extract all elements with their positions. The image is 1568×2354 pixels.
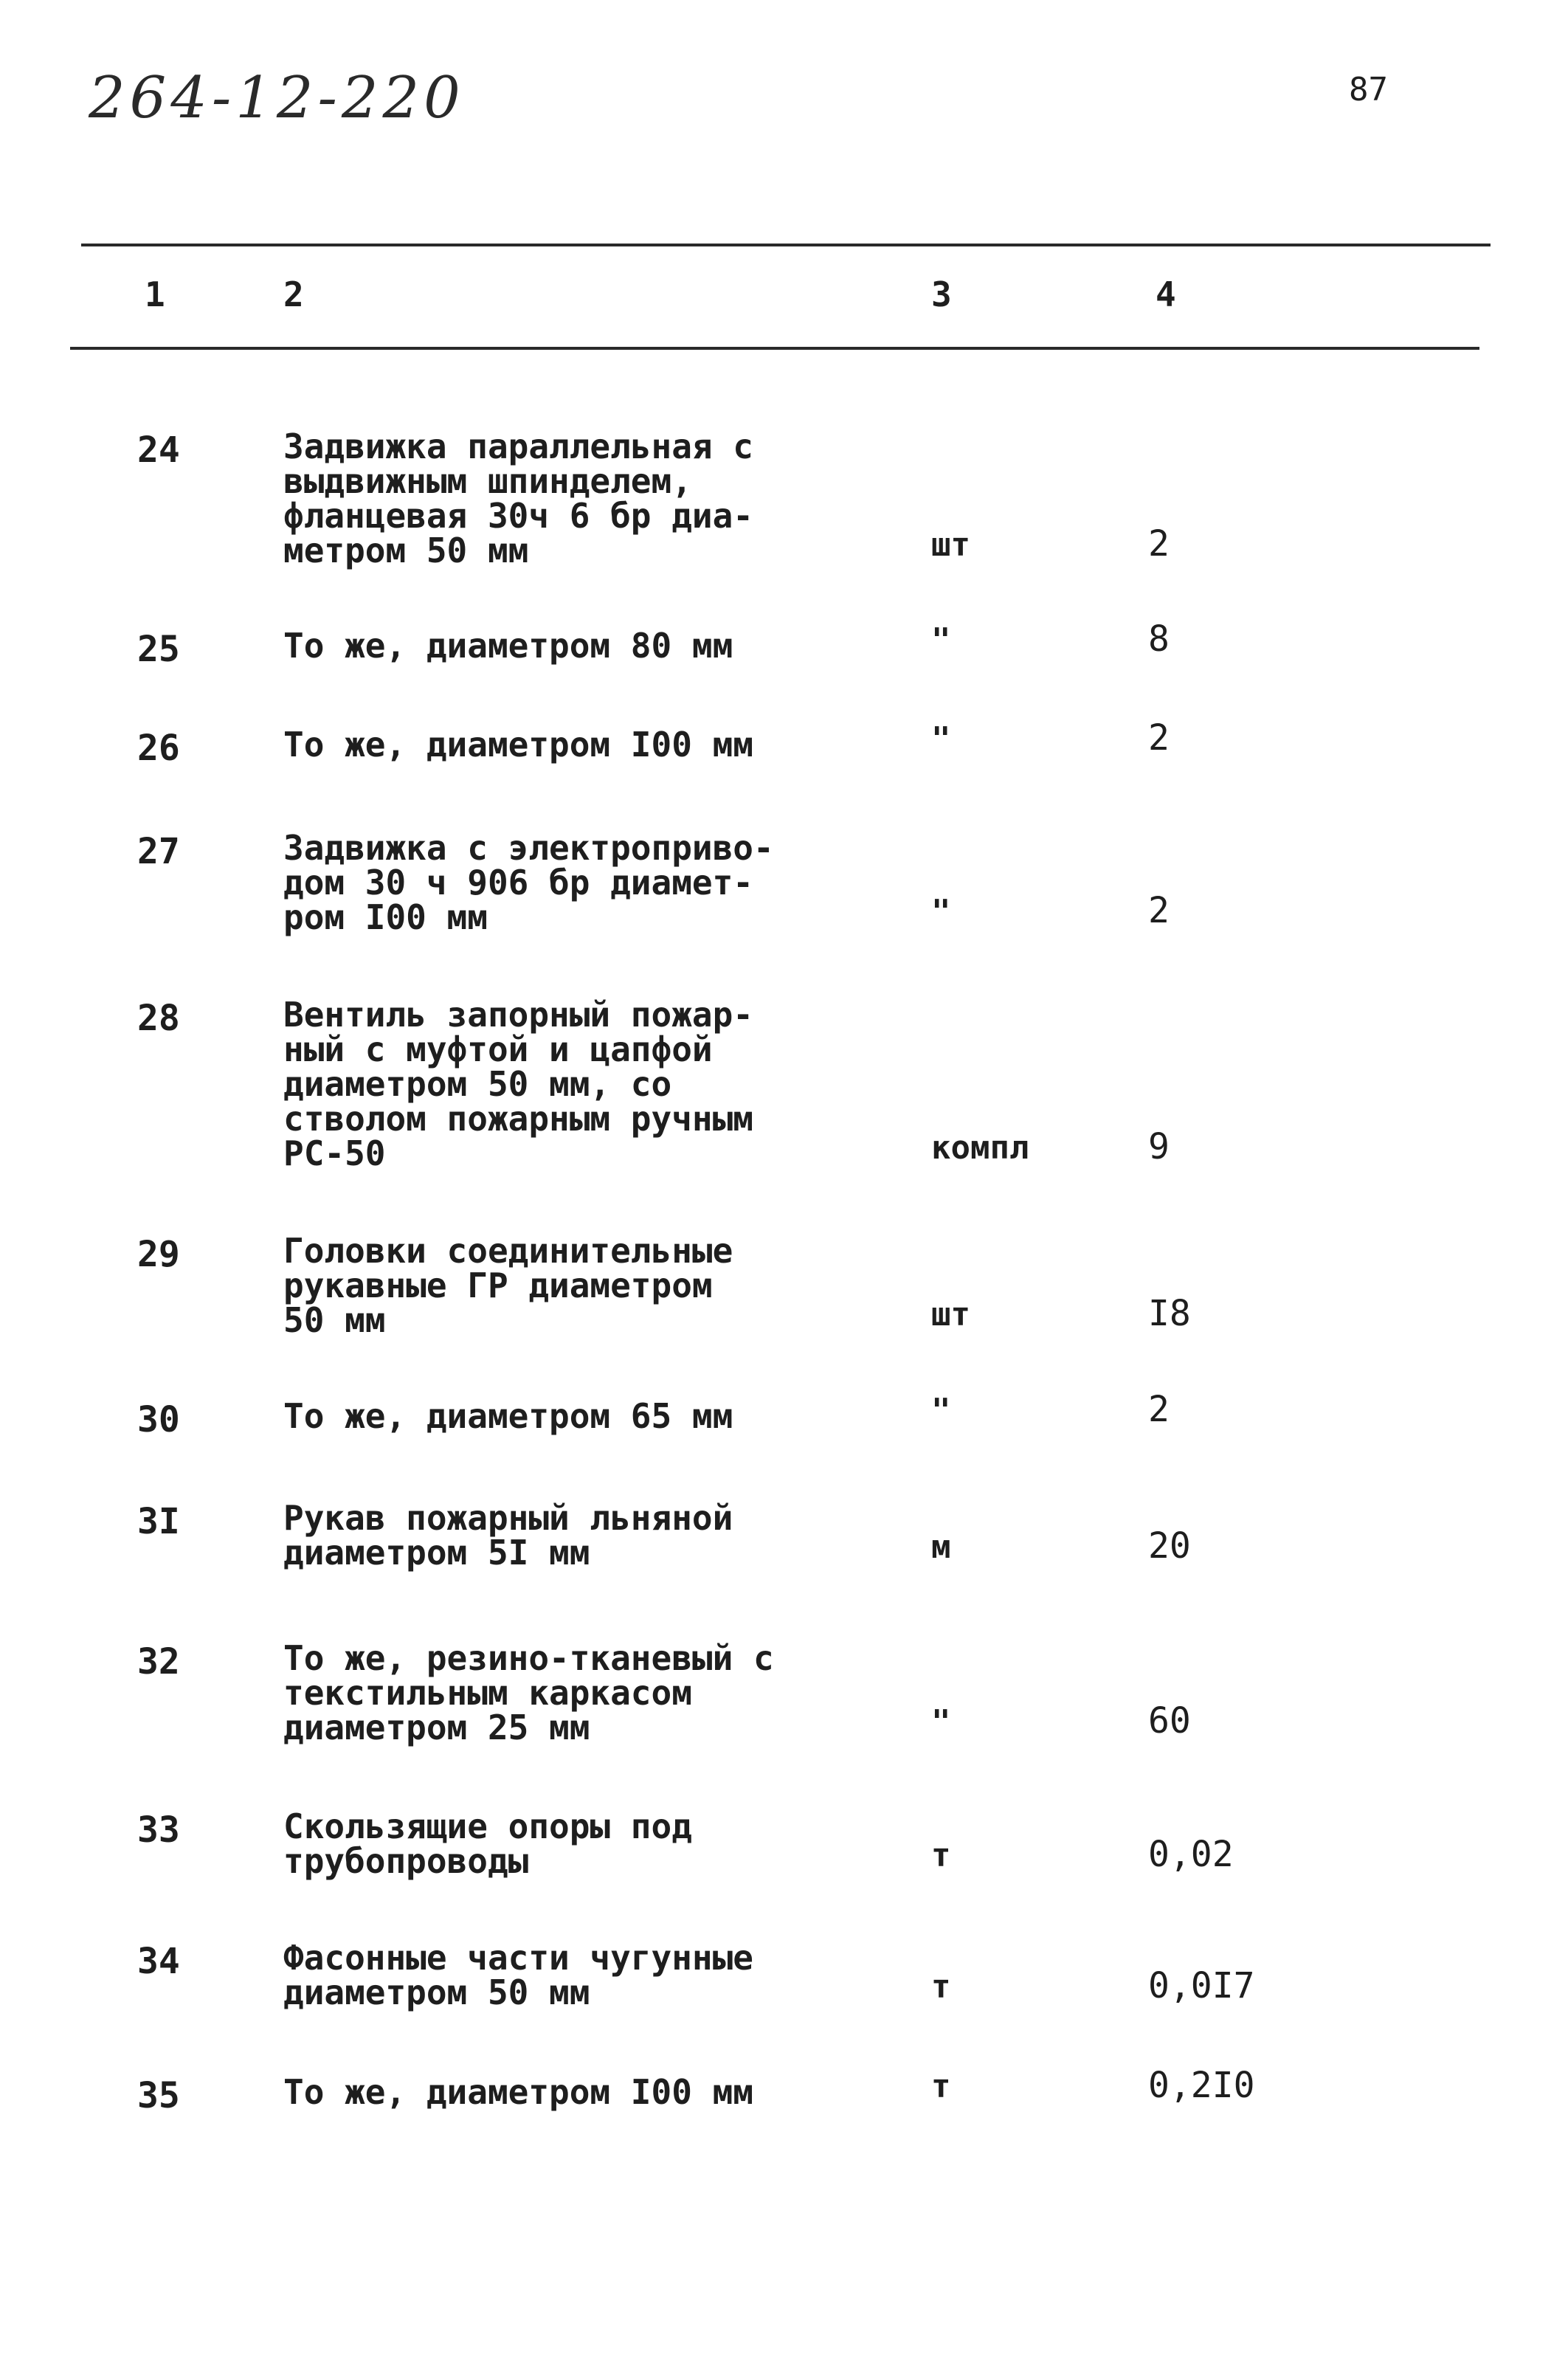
row-quantity: I8 bbox=[1148, 1293, 1191, 1334]
description-line: ный с муфтой и цапфой bbox=[283, 1029, 713, 1069]
row-description bbox=[283, 1806, 859, 1881]
row-number: 30 bbox=[137, 1399, 180, 1440]
column-header-2: 2 bbox=[283, 275, 304, 314]
row-description bbox=[283, 1638, 859, 1747]
row-unit: т bbox=[931, 1968, 951, 2006]
description-line: диаметром 5I мм bbox=[283, 1533, 590, 1573]
row-unit: " bbox=[931, 893, 951, 931]
row-unit: " bbox=[931, 720, 951, 758]
description-line: фланцевая 30ч 6 бр диа- bbox=[283, 496, 753, 536]
row-description bbox=[283, 725, 859, 764]
row-quantity: 2 bbox=[1148, 717, 1170, 759]
row-number: 35 bbox=[137, 2075, 180, 2116]
description-line: рукавные ГР диаметром bbox=[283, 1266, 713, 1305]
description-line: То же, диаметром I00 мм bbox=[283, 725, 753, 764]
description-line: Рукав пожарный льняной bbox=[283, 1498, 733, 1538]
column-header-1: 1 bbox=[145, 275, 165, 314]
row-quantity: 9 bbox=[1148, 1126, 1170, 1167]
description-line: То же, диаметром I00 мм bbox=[283, 2072, 753, 2112]
row-number: 34 bbox=[137, 1941, 180, 1982]
row-unit: шт bbox=[931, 1296, 970, 1333]
description-line: текстильным каркасом bbox=[283, 1673, 692, 1713]
row-quantity: 60 bbox=[1148, 1700, 1191, 1742]
description-line: диаметром 50 мм, со bbox=[283, 1064, 672, 1104]
row-unit: м bbox=[931, 1528, 951, 1566]
row-number: 25 bbox=[137, 629, 180, 670]
row-description bbox=[283, 828, 859, 937]
row-unit: шт bbox=[931, 526, 970, 564]
row-quantity: 2 bbox=[1148, 1389, 1170, 1430]
row-unit: компл bbox=[931, 1129, 1029, 1167]
description-line: метром 50 мм bbox=[283, 531, 529, 570]
row-number: 29 bbox=[137, 1234, 180, 1275]
description-line: выдвижным шпинделем, bbox=[283, 461, 692, 501]
description-line: Головки соединительные bbox=[283, 1231, 733, 1271]
description-line: диаметром 25 мм bbox=[283, 1708, 590, 1747]
description-line: Фасонные части чугунные bbox=[283, 1938, 753, 1978]
column-header-4: 4 bbox=[1156, 275, 1176, 314]
row-unit: " bbox=[931, 1703, 951, 1741]
row-number: 32 bbox=[137, 1641, 180, 1682]
description-line: 50 мм bbox=[283, 1300, 386, 1340]
row-description bbox=[283, 626, 859, 666]
row-unit: " bbox=[931, 1392, 951, 1429]
row-number: 27 bbox=[137, 831, 180, 872]
table-rule-top bbox=[81, 244, 1491, 246]
row-description bbox=[283, 429, 859, 568]
description-line: Скользящие опоры под bbox=[283, 1806, 692, 1846]
description-line: дом 30 ч 906 бр диамет- bbox=[283, 863, 753, 902]
description-line: РС-50 bbox=[283, 1133, 386, 1173]
table-rule-bottom bbox=[70, 347, 1479, 350]
row-quantity: 8 bbox=[1148, 618, 1170, 660]
row-quantity: 20 bbox=[1148, 1525, 1191, 1567]
row-quantity: 0,02 bbox=[1148, 1834, 1234, 1875]
row-number: 33 bbox=[137, 1809, 180, 1851]
row-description bbox=[283, 1396, 859, 1436]
description-line: Задвижка с электроприво- bbox=[283, 828, 774, 868]
row-quantity: 0,0I7 bbox=[1148, 1965, 1255, 2006]
description-line: То же, диаметром 80 мм bbox=[283, 626, 733, 666]
row-number: 24 bbox=[137, 429, 180, 471]
description-line: стволом пожарным ручным bbox=[283, 1099, 753, 1139]
column-header-3: 3 bbox=[931, 275, 952, 314]
description-line: То же, диаметром 65 мм bbox=[283, 1396, 733, 1436]
row-number: 28 bbox=[137, 998, 180, 1039]
page-number: 87 bbox=[1349, 71, 1388, 108]
description-line: ром I00 мм bbox=[283, 897, 488, 937]
row-quantity: 2 bbox=[1148, 523, 1170, 565]
row-description bbox=[283, 1231, 859, 1340]
description-line: Задвижка параллельная с bbox=[283, 427, 753, 466]
row-number: 3I bbox=[137, 1501, 180, 1542]
row-unit: " bbox=[931, 621, 951, 659]
row-description bbox=[283, 1498, 859, 1573]
row-quantity: 0,2I0 bbox=[1148, 2065, 1255, 2106]
row-number: 26 bbox=[137, 728, 180, 769]
row-description bbox=[283, 2072, 859, 2112]
row-description bbox=[283, 995, 859, 1173]
row-unit: т bbox=[931, 1837, 951, 1874]
document-code: 264-12-220 bbox=[89, 65, 465, 131]
description-line: трубопроводы bbox=[283, 1841, 529, 1881]
row-unit: т bbox=[931, 2068, 951, 2105]
row-quantity: 2 bbox=[1148, 890, 1170, 931]
description-line: То же, резино-тканевый с bbox=[283, 1638, 774, 1678]
description-line: Вентиль запорный пожар- bbox=[283, 995, 753, 1035]
row-description bbox=[283, 1938, 859, 2012]
description-line: диаметром 50 мм bbox=[283, 1972, 590, 2012]
